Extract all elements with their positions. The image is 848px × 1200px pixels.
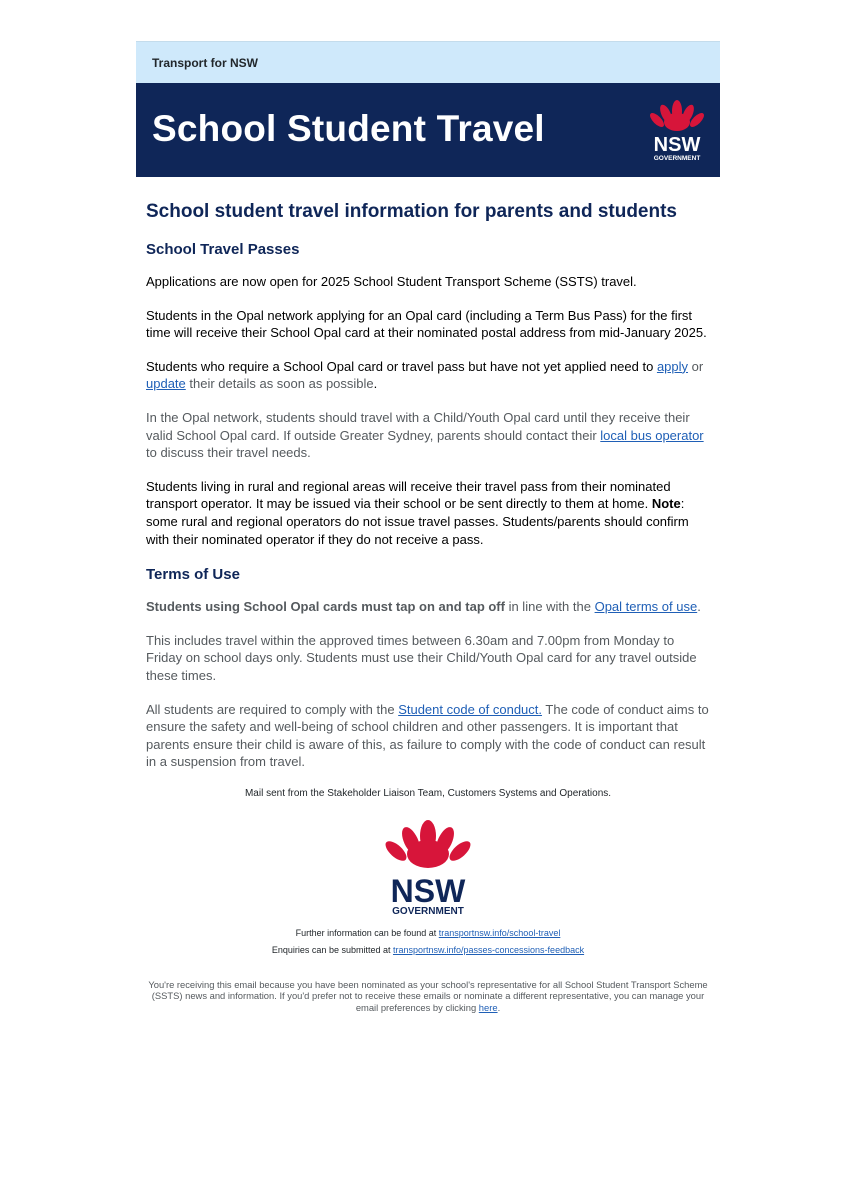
section-heading-passes: School Travel Passes xyxy=(146,241,300,258)
org-label: Transport for NSW xyxy=(152,55,259,70)
school-travel-link[interactable]: transportnsw.info/school-travel xyxy=(438,927,561,938)
feedback-link[interactable]: transportnsw.info/passes-concessions-feedback xyxy=(392,944,585,955)
section-heading-terms: Terms of Use xyxy=(146,566,240,584)
passes-paragraph-4: In the Opal network, students should travel with a Child/Youth Opal card until they receive their valid School Opal card. If outside Greater Sydney, parents should contact their local bus operator to discuss their travel needs. xyxy=(146,409,704,461)
svg-text:GOVERNMENT: GOVERNMENT xyxy=(653,155,701,162)
code-of-conduct-link[interactable]: Student code of conduct. xyxy=(398,701,543,717)
opal-terms-link[interactable]: Opal terms of use xyxy=(594,599,698,615)
passes-paragraph-1: Applications are now open for 2025 School Student Transport Scheme (SSTS) travel. xyxy=(146,274,637,289)
svg-text:NSW: NSW xyxy=(653,134,701,156)
nsw-government-logo xyxy=(648,99,706,163)
svg-text:NSW: NSW xyxy=(390,872,466,909)
email-body xyxy=(136,197,720,1013)
apply-link[interactable]: apply xyxy=(656,358,689,374)
passes-paragraph-5: Students living in rural and regional areas will receive their travel pass from their nominated transport operator. It may be issued via their school or be sent directly to them at home. Note: some rural and regional operators do not issue travel passes. Students/parents should confirm with their nominated operator if they do not receive a pass. xyxy=(146,478,689,547)
passes-paragraph-2: Students in the Opal network applying for an Opal card (including a Term Bus Pass) for the first time will receive their School Opal card at their nominated postal address from mid-January 2025. xyxy=(146,307,707,341)
terms-paragraph-2: This includes travel within the approved times between 6.30am and 7.00pm from Monday to Friday on school days only. Students must use their Child/Youth Opal card for any travel outside these times. xyxy=(146,632,697,683)
email-preferences-link[interactable]: here xyxy=(478,1001,498,1013)
header-banner xyxy=(136,83,720,177)
terms-paragraph-3: All students are required to comply with the Student code of conduct. The code of conduct aims to ensure the safety and well-being of school children and other passengers. It is important that parents ensure their child is aware of this, as failure to comply with the code of conduct can result in a suspension from travel. xyxy=(146,701,709,770)
banner-title: School Student Travel xyxy=(152,108,545,149)
unsubscribe-notice: You're receiving this email because you have been nominated as your school's representative for all School Student Transport Scheme (SSTS) news and information. If you'd prefer not to receive these emails or nominate a different representative, you can manage your email preferences by clicking here. xyxy=(148,978,708,1013)
local-bus-operator-link[interactable]: local bus operator xyxy=(600,427,704,443)
terms-paragraph-1: Students using School Opal cards must tap on and tap off in line with the Opal terms of use. xyxy=(146,599,701,615)
nsw-government-footer-logo xyxy=(382,819,474,917)
passes-paragraph-3: Students who require a School Opal card or travel pass but have not yet applied need to apply or update their details as soon as possible. xyxy=(146,358,704,392)
further-info-line: Further information can be found at transportnsw.info/school-travel xyxy=(295,927,561,938)
email-container xyxy=(136,41,720,1013)
enquiries-line: Enquiries can be submitted at transportnsw.info/passes-concessions-feedback xyxy=(271,944,585,955)
svg-text:GOVERNMENT: GOVERNMENT xyxy=(392,905,464,917)
update-link[interactable]: update xyxy=(146,376,186,392)
page-title: School student travel information for parents and students xyxy=(146,201,677,222)
mail-sent-note: Mail sent from the Stakeholder Liaison Team, Customers Systems and Operations. xyxy=(244,787,612,799)
org-bar xyxy=(136,41,720,83)
